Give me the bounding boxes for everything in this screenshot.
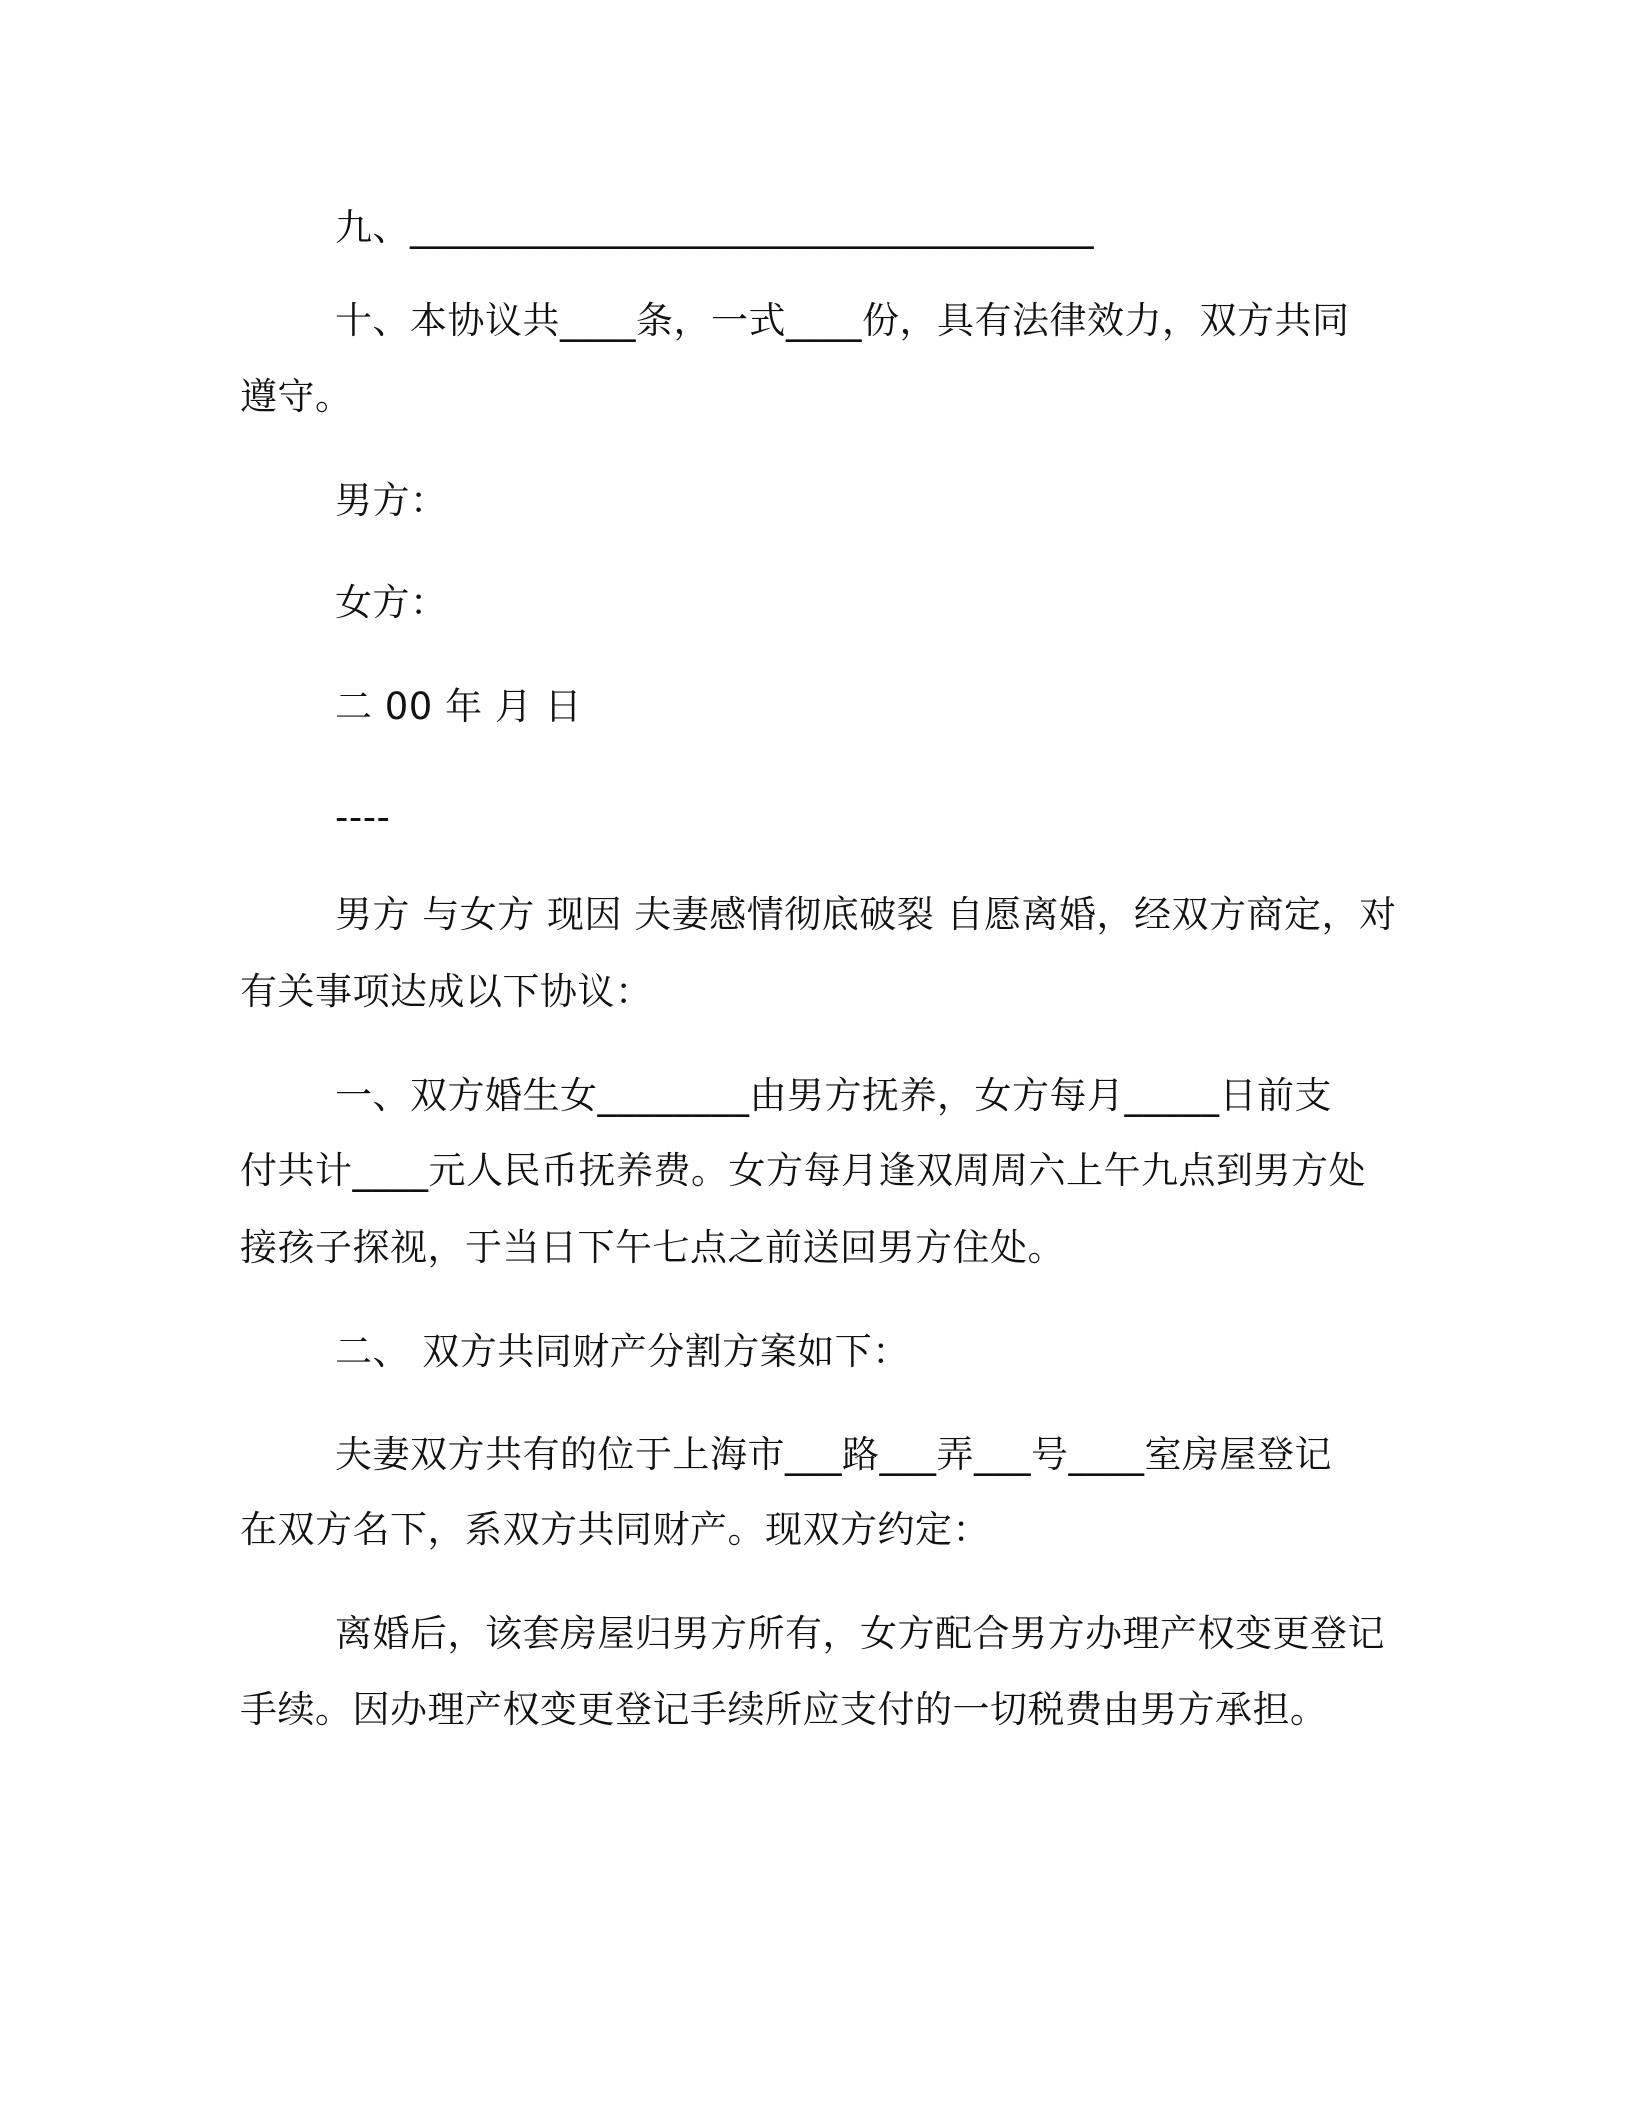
article-2-heading: 二、 双方共同财产分割方案如下： (335, 1330, 910, 1373)
article-1: 一、双方婚生女________由男方抚养，女方每月_____日前支 (335, 1074, 1332, 1117)
clause-9: 九、____________________________________ (335, 206, 1094, 249)
separator: ---- (335, 796, 391, 839)
agreement-intro-continued: 有关事项达成以下协议： (240, 970, 653, 1013)
post-divorce-paragraph: 离婚后，该套房屋归男方所有，女方配合男方办理产权变更登记 (335, 1612, 1385, 1655)
property-paragraph: 夫妻双方共有的位于上海市___路___弄___号____室房屋登记 (335, 1433, 1332, 1476)
agreement-intro: 男方 与女方 现因 夫妻感情彻底破裂 自愿离婚，经双方商定，对 (335, 893, 1397, 936)
article-1-line-2: 付共计____元人民币抚养费。女方每月逢双周周六上午九点到男方处 (240, 1149, 1366, 1192)
female-party-signature-label: 女方： (335, 581, 448, 624)
male-party-signature-label: 男方： (335, 479, 448, 522)
date-line: 二 00 年 月 日 (335, 685, 583, 728)
clause-10-continued: 遵守。 (240, 375, 353, 418)
property-paragraph-continued: 在双方名下，系双方共同财产。现双方约定： (240, 1508, 990, 1551)
clause-10: 十、本协议共____条，一式____份，具有法律效力，双方共同 (335, 299, 1350, 342)
article-1-line-3: 接孩子探视，于当日下午七点之前送回男方住处。 (240, 1226, 1065, 1269)
post-divorce-paragraph-continued: 手续。因办理产权变更登记手续所应支付的一切税费由男方承担。 (240, 1688, 1328, 1731)
